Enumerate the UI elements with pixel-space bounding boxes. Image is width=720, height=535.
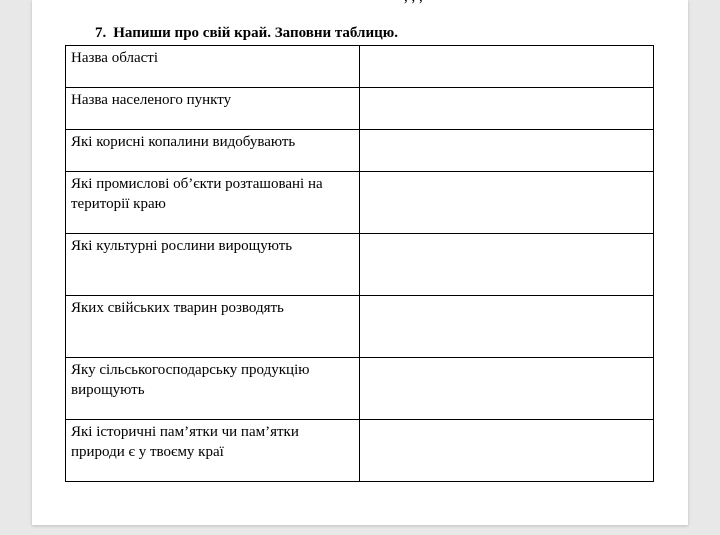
answer-cell[interactable] xyxy=(360,420,654,482)
row-label: Які промислові об’єкти розташовані на території краю xyxy=(66,172,360,234)
row-label: Назва області xyxy=(66,46,360,88)
answer-cell[interactable] xyxy=(360,172,654,234)
worksheet-table xyxy=(65,45,654,482)
cut-off-header-text xyxy=(404,0,423,6)
table-row xyxy=(66,234,654,296)
answer-cell[interactable] xyxy=(360,88,654,130)
table-row xyxy=(66,88,654,130)
answer-cell[interactable] xyxy=(360,234,654,296)
table-row xyxy=(66,358,654,420)
row-label: Які корисні копалини видобувають xyxy=(66,130,360,172)
row-label: Назва населеного пункту xyxy=(66,88,360,130)
table-row xyxy=(66,46,654,88)
answer-cell[interactable] xyxy=(360,296,654,358)
task-heading xyxy=(95,25,398,42)
row-label: Які культурні рослини вирощують xyxy=(66,234,360,296)
table-row xyxy=(66,172,654,234)
table-row xyxy=(66,296,654,358)
row-label: Які історичні пам’ятки чи пам’ятки природи є у твоєму краї xyxy=(66,420,360,482)
row-label: Яких свійських тварин розводять xyxy=(66,296,360,358)
worksheet-page xyxy=(32,0,688,525)
row-label: Яку сільськогосподарську продукцію вирощують xyxy=(66,358,360,420)
answer-cell[interactable] xyxy=(360,358,654,420)
answer-cell[interactable] xyxy=(360,130,654,172)
table-row xyxy=(66,130,654,172)
answer-cell[interactable] xyxy=(360,46,654,88)
table-row xyxy=(66,420,654,482)
task-title: Напиши про свій край. Заповни таблицю. xyxy=(113,25,398,41)
task-number: 7. xyxy=(95,25,107,41)
